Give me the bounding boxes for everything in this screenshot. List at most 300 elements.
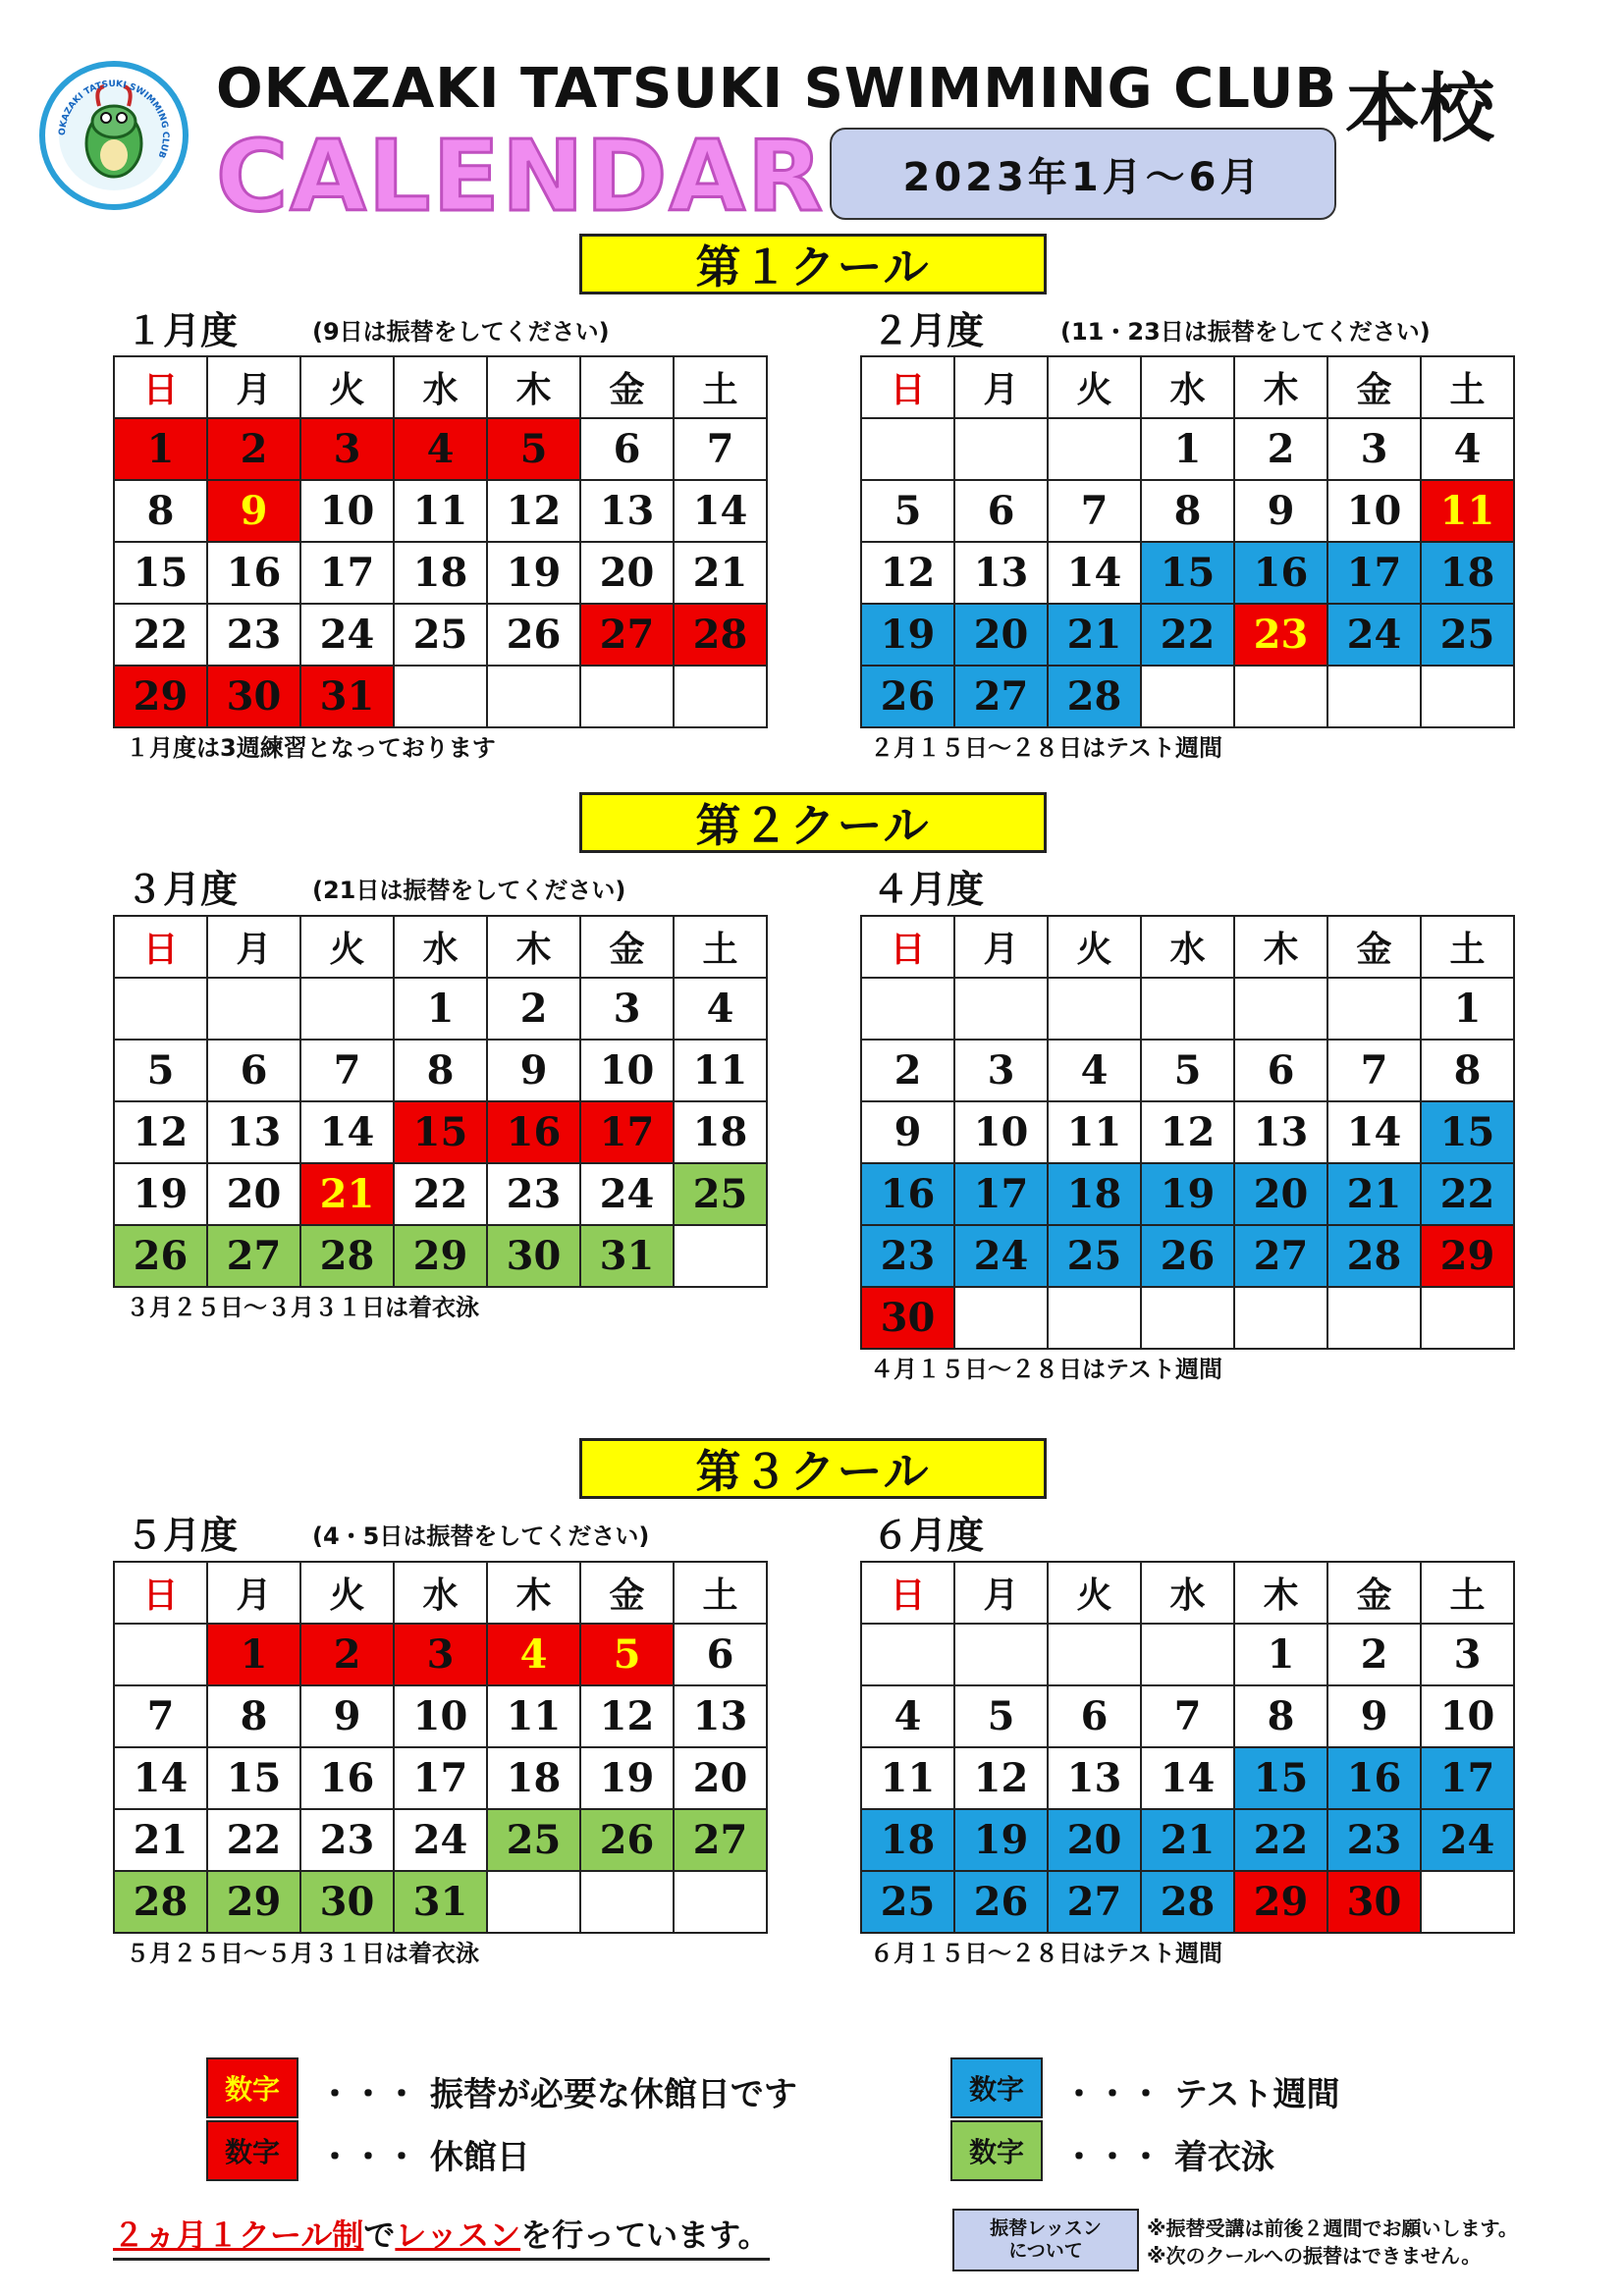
day-cell: 18 xyxy=(861,1809,954,1871)
day-cell: 5 xyxy=(487,418,580,480)
weekday-header: 月 xyxy=(207,1562,300,1624)
day-cell: 12 xyxy=(580,1685,674,1747)
day-cell: 26 xyxy=(580,1809,674,1871)
day-cell: 22 xyxy=(1234,1809,1327,1871)
day-cell: 28 xyxy=(1327,1225,1421,1287)
day-cell: 12 xyxy=(861,542,954,604)
day-cell xyxy=(487,666,580,727)
day-cell: 21 xyxy=(674,542,767,604)
day-cell: 12 xyxy=(487,480,580,542)
weekday-header: 金 xyxy=(1327,356,1421,418)
day-cell: 23 xyxy=(487,1163,580,1225)
day-cell: 10 xyxy=(394,1685,487,1747)
day-cell xyxy=(1141,1287,1234,1349)
day-cell: 19 xyxy=(580,1747,674,1809)
weekday-header: 月 xyxy=(954,356,1048,418)
week-row xyxy=(861,1624,1514,1685)
day-cell xyxy=(1141,666,1234,727)
day-cell: 20 xyxy=(674,1747,767,1809)
day-cell: 3 xyxy=(580,978,674,1040)
day-cell xyxy=(954,978,1048,1040)
weekday-header: 月 xyxy=(954,1562,1048,1624)
weekday-header: 金 xyxy=(580,356,674,418)
day-cell: 18 xyxy=(674,1101,767,1163)
day-cell: 25 xyxy=(1048,1225,1141,1287)
day-cell: 7 xyxy=(114,1685,207,1747)
week-row xyxy=(114,480,767,542)
day-cell: 6 xyxy=(954,480,1048,542)
week-row xyxy=(114,1624,767,1685)
day-cell: 8 xyxy=(1421,1040,1514,1101)
day-cell xyxy=(861,1624,954,1685)
cool-banner-2: 第２クール xyxy=(579,792,1047,853)
day-cell: 17 xyxy=(580,1101,674,1163)
weekday-header-row xyxy=(114,916,767,978)
day-cell: 7 xyxy=(300,1040,394,1101)
weekday-header: 金 xyxy=(1327,1562,1421,1624)
day-cell: 17 xyxy=(394,1747,487,1809)
week-row xyxy=(114,1809,767,1871)
day-cell: 26 xyxy=(114,1225,207,1287)
day-cell: 8 xyxy=(1141,480,1234,542)
period-box: 2023年1月〜6月 xyxy=(830,128,1336,220)
month-note-feb: (11・23日は振替をしてください) xyxy=(1060,318,1431,346)
week-row xyxy=(861,604,1514,666)
weekday-header: 木 xyxy=(487,356,580,418)
day-cell xyxy=(114,1624,207,1685)
weekday-header: 日 xyxy=(861,1562,954,1624)
day-cell: 23 xyxy=(207,604,300,666)
day-cell: 29 xyxy=(207,1871,300,1933)
day-cell: 29 xyxy=(1421,1225,1514,1287)
cool-banner-3: 第３クール xyxy=(579,1438,1047,1499)
day-cell: 24 xyxy=(1327,604,1421,666)
day-cell: 13 xyxy=(954,542,1048,604)
day-cell: 3 xyxy=(1327,418,1421,480)
weekday-header: 土 xyxy=(674,916,767,978)
week-row xyxy=(114,418,767,480)
day-cell: 28 xyxy=(300,1225,394,1287)
weekday-header: 火 xyxy=(1048,356,1141,418)
weekday-header: 火 xyxy=(300,916,394,978)
day-cell: 24 xyxy=(954,1225,1048,1287)
day-cell: 23 xyxy=(861,1225,954,1287)
day-cell: 7 xyxy=(1048,480,1141,542)
day-cell: 4 xyxy=(674,978,767,1040)
day-cell: 6 xyxy=(674,1624,767,1685)
day-cell xyxy=(1234,1287,1327,1349)
makeup-lesson-line1: 振替レッスン xyxy=(990,2217,1102,2240)
day-cell: 20 xyxy=(1234,1163,1327,1225)
day-cell: 31 xyxy=(300,666,394,727)
day-cell: 4 xyxy=(1048,1040,1141,1101)
weekday-header: 木 xyxy=(1234,916,1327,978)
day-cell: 24 xyxy=(580,1163,674,1225)
lesson-system-part2: で xyxy=(363,2216,396,2254)
day-cell: 24 xyxy=(300,604,394,666)
month-foot-jan: １月度は3週練習となっております xyxy=(126,734,496,762)
day-cell: 11 xyxy=(674,1040,767,1101)
day-cell: 30 xyxy=(487,1225,580,1287)
day-cell: 26 xyxy=(861,666,954,727)
day-cell: 9 xyxy=(1234,480,1327,542)
day-cell: 3 xyxy=(300,418,394,480)
day-cell: 26 xyxy=(954,1871,1048,1933)
day-cell: 9 xyxy=(861,1101,954,1163)
day-cell: 30 xyxy=(207,666,300,727)
legend-swatch-makeup-closed: 数字 xyxy=(206,2057,298,2118)
week-row xyxy=(861,978,1514,1040)
day-cell: 6 xyxy=(207,1040,300,1101)
day-cell: 9 xyxy=(207,480,300,542)
weekday-header: 木 xyxy=(1234,1562,1327,1624)
weekday-header: 金 xyxy=(580,916,674,978)
day-cell: 10 xyxy=(1327,480,1421,542)
weekday-header: 月 xyxy=(207,356,300,418)
week-row xyxy=(114,1871,767,1933)
day-cell: 19 xyxy=(114,1163,207,1225)
calendar-title: CALENDAR xyxy=(216,119,825,234)
weekday-header: 月 xyxy=(954,916,1048,978)
week-row xyxy=(861,1287,1514,1349)
weekday-header: 土 xyxy=(1421,1562,1514,1624)
day-cell: 28 xyxy=(114,1871,207,1933)
day-cell: 25 xyxy=(674,1163,767,1225)
day-cell: 16 xyxy=(300,1747,394,1809)
day-cell xyxy=(861,418,954,480)
week-row xyxy=(861,666,1514,727)
lesson-system-part3: レッスン xyxy=(395,2216,521,2254)
day-cell: 15 xyxy=(1141,542,1234,604)
weekday-header: 木 xyxy=(487,1562,580,1624)
weekday-header: 日 xyxy=(114,916,207,978)
day-cell: 27 xyxy=(1048,1871,1141,1933)
day-cell: 28 xyxy=(1141,1871,1234,1933)
logo-text: OKAZAKI TATSUKI SWIMMING CLUB xyxy=(57,79,171,160)
day-cell: 31 xyxy=(394,1871,487,1933)
weekday-header-row xyxy=(861,1562,1514,1624)
day-cell: 3 xyxy=(1421,1624,1514,1685)
day-cell xyxy=(1234,978,1327,1040)
legend-text-clothed-swim: ・・・ 着衣泳 xyxy=(1062,2138,1274,2177)
day-cell: 5 xyxy=(580,1624,674,1685)
week-row xyxy=(861,1225,1514,1287)
month-label-jan: １月度 xyxy=(126,309,239,352)
day-cell: 10 xyxy=(300,480,394,542)
day-cell: 3 xyxy=(954,1040,1048,1101)
day-cell: 27 xyxy=(954,666,1048,727)
day-cell: 12 xyxy=(1141,1101,1234,1163)
day-cell: 7 xyxy=(1327,1040,1421,1101)
day-cell: 6 xyxy=(1048,1685,1141,1747)
day-cell: 10 xyxy=(954,1101,1048,1163)
campus-name: 本校 xyxy=(1345,65,1494,152)
day-cell: 20 xyxy=(954,604,1048,666)
day-cell xyxy=(1141,978,1234,1040)
day-cell: 18 xyxy=(394,542,487,604)
day-cell: 17 xyxy=(954,1163,1048,1225)
day-cell: 18 xyxy=(1421,542,1514,604)
day-cell: 2 xyxy=(1234,418,1327,480)
month-label-mar: ３月度 xyxy=(126,868,239,911)
month-label-may: ５月度 xyxy=(126,1514,239,1557)
day-cell: 19 xyxy=(954,1809,1048,1871)
day-cell: 15 xyxy=(394,1101,487,1163)
day-cell: 23 xyxy=(1234,604,1327,666)
month-foot-apr: ４月１５日〜２８日はテスト週間 xyxy=(870,1356,1223,1383)
day-cell: 21 xyxy=(1327,1163,1421,1225)
day-cell xyxy=(1048,418,1141,480)
day-cell: 10 xyxy=(580,1040,674,1101)
day-cell xyxy=(580,666,674,727)
day-cell: 16 xyxy=(1327,1747,1421,1809)
day-cell: 1 xyxy=(114,418,207,480)
day-cell: 14 xyxy=(1141,1747,1234,1809)
day-cell: 13 xyxy=(207,1101,300,1163)
day-cell: 30 xyxy=(1327,1871,1421,1933)
day-cell: 27 xyxy=(1234,1225,1327,1287)
day-cell: 21 xyxy=(114,1809,207,1871)
day-cell xyxy=(1421,666,1514,727)
day-cell xyxy=(674,1225,767,1287)
day-cell: 9 xyxy=(300,1685,394,1747)
calendar-may xyxy=(113,1561,768,1934)
weekday-header: 火 xyxy=(1048,1562,1141,1624)
weekday-header: 木 xyxy=(487,916,580,978)
day-cell: 25 xyxy=(861,1871,954,1933)
day-cell: 18 xyxy=(1048,1163,1141,1225)
day-cell xyxy=(861,978,954,1040)
month-foot-jun: ６月１５日〜２８日はテスト週間 xyxy=(870,1940,1223,1967)
day-cell: 7 xyxy=(1141,1685,1234,1747)
weekday-header: 水 xyxy=(394,1562,487,1624)
day-cell: 21 xyxy=(1048,604,1141,666)
weekday-header: 火 xyxy=(300,356,394,418)
month-label-jun: ６月度 xyxy=(872,1514,985,1557)
day-cell: 16 xyxy=(487,1101,580,1163)
weekday-header: 水 xyxy=(1141,916,1234,978)
day-cell: 22 xyxy=(394,1163,487,1225)
day-cell: 4 xyxy=(487,1624,580,1685)
day-cell xyxy=(1234,666,1327,727)
cool-banner-1: 第１クール xyxy=(579,234,1047,294)
day-cell: 9 xyxy=(1327,1685,1421,1747)
week-row xyxy=(114,1747,767,1809)
week-row xyxy=(114,1101,767,1163)
day-cell: 5 xyxy=(954,1685,1048,1747)
day-cell: 19 xyxy=(1141,1163,1234,1225)
day-cell: 4 xyxy=(861,1685,954,1747)
day-cell: 20 xyxy=(580,542,674,604)
weekday-header: 水 xyxy=(1141,1562,1234,1624)
day-cell: 20 xyxy=(1048,1809,1141,1871)
club-logo xyxy=(39,61,189,210)
day-cell: 9 xyxy=(487,1040,580,1101)
day-cell: 10 xyxy=(1421,1685,1514,1747)
club-name: OKAZAKI TATSUKI SWIMMING CLUB xyxy=(216,57,1338,121)
day-cell: 18 xyxy=(487,1747,580,1809)
day-cell: 24 xyxy=(394,1809,487,1871)
day-cell: 14 xyxy=(1327,1101,1421,1163)
day-cell: 13 xyxy=(674,1685,767,1747)
weekday-header: 日 xyxy=(861,356,954,418)
day-cell: 17 xyxy=(300,542,394,604)
day-cell: 7 xyxy=(674,418,767,480)
day-cell: 25 xyxy=(487,1809,580,1871)
day-cell xyxy=(580,1871,674,1933)
day-cell: 29 xyxy=(114,666,207,727)
week-row xyxy=(114,1163,767,1225)
day-cell: 13 xyxy=(580,480,674,542)
day-cell: 15 xyxy=(207,1747,300,1809)
day-cell xyxy=(954,1287,1048,1349)
day-cell: 23 xyxy=(1327,1809,1421,1871)
day-cell xyxy=(1421,1287,1514,1349)
day-cell: 16 xyxy=(1234,542,1327,604)
day-cell: 11 xyxy=(1048,1101,1141,1163)
week-row xyxy=(861,1163,1514,1225)
day-cell xyxy=(1421,1871,1514,1933)
weekday-header: 火 xyxy=(300,1562,394,1624)
week-row xyxy=(861,480,1514,542)
day-cell: 14 xyxy=(114,1747,207,1809)
day-cell xyxy=(674,1871,767,1933)
day-cell: 24 xyxy=(1421,1809,1514,1871)
day-cell: 1 xyxy=(207,1624,300,1685)
day-cell: 27 xyxy=(674,1809,767,1871)
day-cell xyxy=(954,1624,1048,1685)
day-cell xyxy=(1048,978,1141,1040)
day-cell: 6 xyxy=(580,418,674,480)
day-cell: 8 xyxy=(207,1685,300,1747)
day-cell: 5 xyxy=(1141,1040,1234,1101)
weekday-header: 日 xyxy=(861,916,954,978)
weekday-header: 水 xyxy=(394,356,487,418)
day-cell: 11 xyxy=(487,1685,580,1747)
day-cell: 30 xyxy=(300,1871,394,1933)
day-cell: 13 xyxy=(1048,1747,1141,1809)
day-cell xyxy=(1327,666,1421,727)
day-cell: 17 xyxy=(1327,542,1421,604)
day-cell xyxy=(1327,978,1421,1040)
day-cell: 4 xyxy=(394,418,487,480)
day-cell xyxy=(114,978,207,1040)
day-cell xyxy=(207,978,300,1040)
legend-text-makeup-closed: ・・・ 振替が必要な休館日です xyxy=(318,2075,797,2114)
legend-swatch-closed: 数字 xyxy=(206,2120,298,2181)
month-label-feb: ２月度 xyxy=(872,309,985,352)
makeup-lesson-box xyxy=(952,2209,1139,2271)
day-cell: 2 xyxy=(207,418,300,480)
day-cell: 30 xyxy=(861,1287,954,1349)
weekday-header: 火 xyxy=(1048,916,1141,978)
weekday-header: 土 xyxy=(674,356,767,418)
day-cell: 8 xyxy=(394,1040,487,1101)
weekday-header: 土 xyxy=(1421,916,1514,978)
month-note-jan: (9日は振替をしてください) xyxy=(312,318,610,346)
month-note-may: (4・5日は振替をしてください) xyxy=(312,1522,650,1550)
legend-text-closed: ・・・ 休館日 xyxy=(318,2138,530,2177)
day-cell: 25 xyxy=(394,604,487,666)
day-cell: 21 xyxy=(1141,1809,1234,1871)
day-cell: 14 xyxy=(674,480,767,542)
weekday-header-row xyxy=(861,916,1514,978)
day-cell xyxy=(674,666,767,727)
day-cell: 26 xyxy=(1141,1225,1234,1287)
day-cell: 22 xyxy=(114,604,207,666)
weekday-header: 木 xyxy=(1234,356,1327,418)
day-cell: 11 xyxy=(394,480,487,542)
week-row xyxy=(114,978,767,1040)
day-cell: 14 xyxy=(1048,542,1141,604)
week-row xyxy=(114,1040,767,1101)
weekday-header: 日 xyxy=(114,356,207,418)
day-cell: 26 xyxy=(487,604,580,666)
day-cell: 15 xyxy=(1234,1747,1327,1809)
week-row xyxy=(114,604,767,666)
legend-swatch-clothed-swim: 数字 xyxy=(950,2120,1043,2181)
day-cell: 12 xyxy=(954,1747,1048,1809)
day-cell: 29 xyxy=(1234,1871,1327,1933)
day-cell: 29 xyxy=(394,1225,487,1287)
dragon-logo-icon xyxy=(45,67,183,204)
calendar-feb xyxy=(860,355,1515,728)
weekday-header: 水 xyxy=(394,916,487,978)
calendar-apr xyxy=(860,915,1515,1350)
day-cell: 11 xyxy=(861,1747,954,1809)
day-cell: 22 xyxy=(207,1809,300,1871)
month-foot-feb: ２月１５日〜２８日はテスト週間 xyxy=(870,734,1223,762)
weekday-header: 水 xyxy=(1141,356,1234,418)
day-cell: 2 xyxy=(1327,1624,1421,1685)
day-cell: 27 xyxy=(207,1225,300,1287)
day-cell: 27 xyxy=(580,604,674,666)
calendar-jun xyxy=(860,1561,1515,1934)
day-cell: 17 xyxy=(1421,1747,1514,1809)
day-cell: 13 xyxy=(1234,1101,1327,1163)
weekday-header-row xyxy=(114,1562,767,1624)
day-cell: 19 xyxy=(487,542,580,604)
makeup-lesson-line2: について xyxy=(1008,2240,1083,2262)
day-cell xyxy=(954,418,1048,480)
day-cell xyxy=(1048,1624,1141,1685)
day-cell: 25 xyxy=(1421,604,1514,666)
week-row xyxy=(861,542,1514,604)
day-cell: 21 xyxy=(300,1163,394,1225)
week-row xyxy=(861,1809,1514,1871)
day-cell: 16 xyxy=(207,542,300,604)
weekday-header-row xyxy=(861,356,1514,418)
weekday-header: 金 xyxy=(1327,916,1421,978)
week-row xyxy=(861,1747,1514,1809)
weekday-header: 土 xyxy=(674,1562,767,1624)
lesson-system-part4: を行っています。 xyxy=(520,2216,770,2254)
day-cell xyxy=(487,1871,580,1933)
day-cell: 1 xyxy=(1141,418,1234,480)
calendar-jan xyxy=(113,355,768,728)
week-row xyxy=(861,1040,1514,1101)
week-row xyxy=(114,1225,767,1287)
lesson-system-part1: ２ヵ月１クール制 xyxy=(113,2216,364,2254)
day-cell: 22 xyxy=(1421,1163,1514,1225)
day-cell: 28 xyxy=(674,604,767,666)
day-cell: 20 xyxy=(207,1163,300,1225)
day-cell xyxy=(1141,1624,1234,1685)
week-row xyxy=(114,1685,767,1747)
makeup-note-1: ※振替受講は前後２週間でお願いします。 xyxy=(1147,2216,1518,2240)
weekday-header: 月 xyxy=(207,916,300,978)
legend-swatch-test-week: 数字 xyxy=(950,2057,1043,2118)
